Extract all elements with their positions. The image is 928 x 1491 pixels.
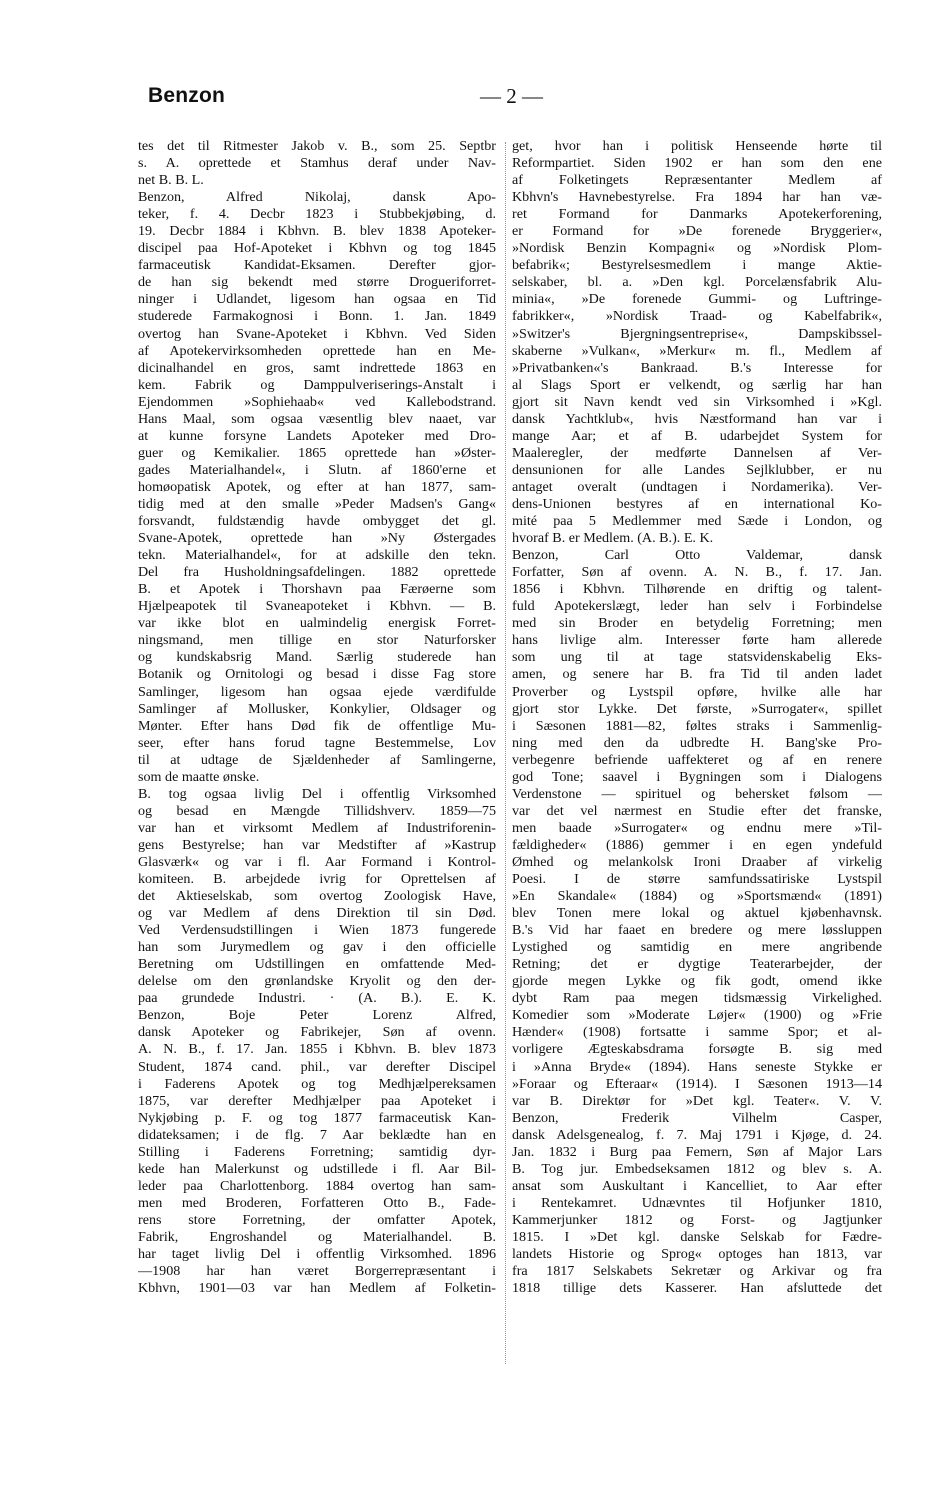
text-line: »En Skandale« (1884) og »Sportsmænd« (1891)	[512, 888, 882, 905]
text-line: og kundskabsrig Mand. Særlig studerede han	[138, 649, 496, 666]
text-line: gjort sit Navn kendt ved sin Virksomhed i »Kgl.	[512, 393, 882, 410]
text-line: Benzon, Carl Otto Valdemar, dansk	[512, 547, 882, 564]
text-line: til at udtage de Sjældenheder af Samlingerne,	[138, 751, 496, 768]
text-line: Reformpartiet. Siden 1902 er han som den ene	[512, 155, 882, 172]
text-line: ninger i Udlandet, ligesom han ogsaa en Tid	[138, 291, 496, 308]
text-line: af Apotekervirksomheden oprettede han en Me-	[138, 342, 496, 359]
text-line: dansk Adelsgenealog, f. 7. Maj 1791 i Kjøge, d. 24.	[512, 1126, 882, 1143]
text-line: studerede Farmakognosi i Bonn. 1. Jan. 1849	[138, 308, 496, 325]
text-line: Ømhed og melankolsk Ironi Draaber af virkelig	[512, 853, 882, 870]
text-line: mité paa 5 Medlemmer med Sæde i London, og	[512, 513, 882, 530]
text-line: som ung til at tage statsvidenskabelig Eks-	[512, 649, 882, 666]
text-line: tidig med at den smalle »Peder Madsen's Gang«	[138, 495, 496, 512]
text-line: minia«, »De forenede Gummi- og Luftringe-	[512, 291, 882, 308]
text-line: Samlinger, ligesom han ogsaa ejede værdifulde	[138, 683, 496, 700]
text-line: Beretning om Udstillingen en omfattende Med-	[138, 956, 496, 973]
text-line: de han sig bekendt med større Drogueriforret-	[138, 274, 496, 291]
text-line: gens Bestyrelse; han var Medstifter af »Kastrup	[138, 836, 496, 853]
text-line: er Formand for »De forenede Bryggerier«,	[512, 223, 882, 240]
text-line: Benzon, Boje Peter Lorenz Alfred,	[138, 1007, 496, 1024]
text-line: farmaceutisk Kandidat-Eksamen. Derefter gjor-	[138, 257, 496, 274]
text-line: ansat som Auskultant i Kancelliet, to Aar efter	[512, 1177, 882, 1194]
text-line: Ved Verdensudstillingen i Wien 1873 fungerede	[138, 922, 496, 939]
text-line: befabrik«; Bestyrelsesmedlem i mange Aktie-	[512, 257, 882, 274]
text-line: var B. Direktør for »Det kgl. Teater«. V. V.	[512, 1092, 882, 1109]
text-line: ningsmand, men tillige en stor Naturforsker	[138, 632, 496, 649]
text-line: guer og Kemikalier. 1865 oprettede han »Øster-	[138, 444, 496, 461]
text-line: i Sæsonen 1881—82, føltes straks i Sammenlig-	[512, 717, 882, 734]
text-line: delelse om den grønlandske Kryolit og den der-	[138, 973, 496, 990]
text-line: »Switzer's Bjergningsentreprise«, Dampskibssel-	[512, 325, 882, 342]
text-line: rens store Forretning, der omfatter Apotek,	[138, 1211, 496, 1228]
text-line: hvoraf B. er Medlem. (A. B.). E. K.	[512, 530, 714, 547]
text-line: Svane-Apotek, oprettede han »Ny Østergades	[138, 530, 496, 547]
text-line: forsvandt, fuldstændig havde ombygget det gl.	[138, 513, 496, 530]
text-line: kem. Fabrik og Damppulveriserings-Anstalt i	[138, 376, 496, 393]
text-line: »Privatbanken«'s Bankraad. B.'s Interesse for	[512, 359, 882, 376]
text-line: Verdenstone — spirituel og behersket følsom —	[512, 785, 882, 802]
text-line: net B. B. L.	[138, 172, 204, 189]
text-line: A. N. B., f. 17. Jan. 1855 i Kbhvn. B. blev 1873	[138, 1041, 496, 1058]
text-line: Benzon, Alfred Nikolaj, dansk Apo-	[138, 189, 496, 206]
text-line: gades Materialhandel«, i Slutn. af 1860'erne et	[138, 461, 496, 478]
text-line: B. Tog jur. Embedseksamen 1812 og blev s. A.	[512, 1160, 882, 1177]
text-line: Komedier som »Moderate Løjer« (1900) og »Frie	[512, 1007, 882, 1024]
text-line: discipel paa Hof-Apoteket i Kbhvn og tog 1845	[138, 240, 496, 257]
text-line: homøopatisk Apotek, og efter at han 1877, sam-	[138, 478, 496, 495]
text-line: landets Historie og Sprog« optoges han 1813, var	[512, 1246, 882, 1263]
text-line: Retning; det er dygtige Teaterarbejder, der	[512, 956, 882, 973]
text-line: Hans Maal, som ogsaa væsentlig blev naaet, var	[138, 410, 496, 427]
text-line: han som Jurymedlem og gav i den officielle	[138, 939, 496, 956]
text-line: Samlinger af Mollusker, Konkylier, Oldsager og	[138, 700, 496, 717]
text-line: selskaber, bl. a. »Den kgl. Porcelænsfabrik Alu-	[512, 274, 882, 291]
text-line: B.'s Vid har faaet en bredere og mere løssluppen	[512, 922, 882, 939]
text-line: mange Aar; et af B. udarbejdet System for	[512, 427, 882, 444]
text-line: amen, og senere har B. fra Tid til anden ladet	[512, 666, 882, 683]
text-line: Botanik og Ornitologi og besad i disse Fag store	[138, 666, 496, 683]
text-line: Lystighed og samtidig en mere angribende	[512, 939, 882, 956]
text-line: at kunne forsyne Landets Apoteker med Dro-	[138, 427, 496, 444]
text-line: B. tog ogsaa livlig Del i offentlig Virksomhed	[138, 785, 496, 802]
left-column	[138, 138, 496, 1297]
text-line: Maaleregler, der medførte Dannelsen af Ver-	[512, 444, 882, 461]
text-line: Kammerjunker 1812 og Forst- og Jagtjunker	[512, 1211, 882, 1228]
text-line: teker, f. 4. Decbr 1823 i Stubbekjøbing, d.	[138, 206, 496, 223]
text-line: hans livlige alm. Interesser førte ham allerede	[512, 632, 882, 649]
text-line: god Tone; saavel i Bygningen som i Dialogens	[512, 768, 882, 785]
text-line: paa grundede Industri. · (A. B.). E. K.	[138, 990, 496, 1007]
text-line: Del fra Husholdningsafdelingen. 1882 oprettede	[138, 564, 496, 581]
text-line: i »Anna Bryde« (1894). Hans seneste Stykke er	[512, 1058, 882, 1075]
text-line: »Nordisk Benzin Kompagni« og »Nordisk Plom-	[512, 240, 882, 257]
text-line: Ejendommen »Sophiehaab« ved Kallebodstrand.	[138, 393, 496, 410]
text-line: dansk Apoteker og Fabrikejer, Søn af ovenn.	[138, 1024, 496, 1041]
text-line: Kbhvn's Havnebestyrelse. Fra 1894 har han væ-	[512, 189, 882, 206]
text-line: didateksamen; i de flg. 7 Aar beklædte han en	[138, 1126, 496, 1143]
text-line: Jan. 1832 i Burg paa Femern, Søn af Major Lars	[512, 1143, 882, 1160]
text-line: komiteen. B. arbejdede ivrig for Oprettelsen af	[138, 871, 496, 888]
text-line: Hjælpeapotek til Svaneapoteket i Kbhvn. — B.	[138, 598, 496, 615]
text-line: »Foraar og Efteraar« (1914). I Sæsonen 1913—14	[512, 1075, 882, 1092]
text-line: og besad en Mængde Tillidshverv. 1859—75	[138, 802, 496, 819]
text-line: Benzon, Frederik Vilhelm Casper,	[512, 1109, 882, 1126]
text-line: Poesi. I de større samfundssatiriske Lystspil	[512, 871, 882, 888]
text-line: Nykjøbing p. F. og tog 1877 farmaceutisk Kan-	[138, 1109, 496, 1126]
text-line: gjorde megen Lykke og fik godt, omend ikke	[512, 973, 882, 990]
text-line: har taget livlig Del i offentlig Virksomhed. 1896	[138, 1246, 496, 1263]
text-line: Kbhvn, 1901—03 var han Medlem af Folketin-	[138, 1280, 496, 1297]
running-title: Benzon	[148, 84, 226, 107]
text-line: og var Medlem af dens Direktion til sin Død.	[138, 905, 496, 922]
text-line: s. A. oprettede et Stamhus deraf under Nav-	[138, 155, 496, 172]
text-line: ret Formand for Danmarks Apotekerforening,	[512, 206, 882, 223]
text-line: 1875, var derefter Medhjælper paa Apoteket i	[138, 1092, 496, 1109]
text-line: men med Broderen, Forfatteren Otto B., Fade-	[138, 1194, 496, 1211]
text-line: verbegenre befriende uaffekteret og af en renere	[512, 751, 882, 768]
right-column	[512, 138, 882, 1297]
text-line: leder paa Charlottenborg. 1884 overtog han sam-	[138, 1177, 496, 1194]
text-line: kede han Malerkunst og udstillede i fl. Aar Bil-	[138, 1160, 496, 1177]
text-line: dansk Yachtklub«, hvis Næstformand han var i	[512, 410, 882, 427]
text-line: skaberne »Vulkan«, »Merkur« m. fl., Medlem af	[512, 342, 882, 359]
page-number: — 2 —	[480, 84, 543, 108]
text-line: Hænder« (1908) fortsatte i samme Spor; et al-	[512, 1024, 882, 1041]
text-line: Fabrik, Engroshandel og Materialhandel. B.	[138, 1229, 496, 1245]
text-line: var han et virksomt Medlem af Industriforenin-	[138, 819, 496, 836]
text-line: 1815. I »Det kgl. danske Selskab for Fædre-	[512, 1229, 882, 1245]
text-line: get, hvor han i politisk Henseende hørte til	[512, 138, 882, 154]
text-line: det Aktieselskab, som overtog Zoologisk Have,	[138, 888, 496, 905]
text-line: fældigheder« (1886) gemmer i en egen yndefuld	[512, 836, 882, 853]
text-line: 1818 tillige dets Kasserer. Han afsluttede det	[512, 1280, 882, 1297]
text-line: tekn. Materialhandel«, for at adskille den tekn.	[138, 547, 496, 564]
text-line: Proverber og Lystspil opføre, hvilke alle har	[512, 683, 882, 700]
text-line: i Faderens Apotek og tog Medhjælpereksamen	[138, 1075, 496, 1092]
text-line: som de maatte ønske.	[138, 768, 260, 785]
text-line: var det vel nærmest en Studie efter det franske,	[512, 802, 882, 819]
text-line: blev Tonen mere lokal og aktuel kjøbenhavnsk.	[512, 905, 882, 922]
text-line: var ikke blot en ualmindelig energisk Forret-	[138, 615, 496, 632]
text-line: gjort stor Lykke. Det første, »Surrogater«, spillet	[512, 700, 882, 717]
text-line: —1908 har han været Borgerrepræsentant i	[138, 1263, 496, 1280]
text-line: B. et Apotek i Thorshavn paa Færøerne som	[138, 581, 496, 598]
text-line: dybt Ram paa megen tidsmæssig Virkelighed.	[512, 990, 882, 1007]
text-line: 1856 i Kbhvn. Tilhørende en driftig og talent-	[512, 581, 882, 598]
text-line: 19. Decbr 1884 i Kbhvn. B. blev 1838 Apoteker-	[138, 223, 496, 240]
text-line: i Rentekamret. Udnævntes til Hofjunker 1810,	[512, 1194, 882, 1211]
text-line: densunionen for alle Landes Sejlklubber, er nu	[512, 461, 882, 478]
text-line: fabrikker«, »Nordisk Traad- og Kabelfabrik«,	[512, 308, 882, 325]
text-line: overtog han Svane-Apoteket i Kbhvn. Ved Siden	[138, 325, 496, 342]
text-line: men baade »Surrogater« og endnu mere »Til-	[512, 819, 882, 836]
text-line: Mønter. Efter hans Død fik de offentlige Mu-	[138, 717, 496, 734]
text-line: seer, efter hans forud tagne Bestemmelse, Lov	[138, 734, 496, 751]
column-divider	[505, 142, 506, 1364]
text-line: fra 1817 Selskabets Sekretær og Arkivar og fra	[512, 1263, 882, 1280]
text-line: Forfatter, Søn af ovenn. A. N. B., f. 17. Jan.	[512, 564, 882, 581]
text-line: tes det til Ritmester Jakob v. B., som 25. Septbr	[138, 138, 496, 154]
text-line: Student, 1874 cand. phil., var derefter Discipel	[138, 1058, 496, 1075]
text-line: fuld Apotekerslægt, leder han selv i Forbindelse	[512, 598, 882, 615]
text-line: dicinalhandel en gros, samt indrettede 1863 en	[138, 359, 496, 376]
text-line: med sin Broder en betydelig Forretning; men	[512, 615, 882, 632]
text-line: vorligere Ægteskabsdrama forsøgte B. sig med	[512, 1041, 882, 1058]
text-line: ning med den da udbredte H. Bang'ske Pro-	[512, 734, 882, 751]
text-line: Stilling i Faderens Forretning; samtidig dyr-	[138, 1143, 496, 1160]
text-line: antaget overalt (undtagen i Nordamerika). Ver-	[512, 478, 882, 495]
text-line: Glasværk« og var i fl. Aar Formand i Kontrol-	[138, 853, 496, 870]
text-line: dens-Unionen bestyres af en international Ko-	[512, 495, 882, 512]
text-line: al Slags Sport er velkendt, og særlig har han	[512, 376, 882, 393]
text-line: af Folketingets Repræsentanter Medlem af	[512, 172, 882, 189]
